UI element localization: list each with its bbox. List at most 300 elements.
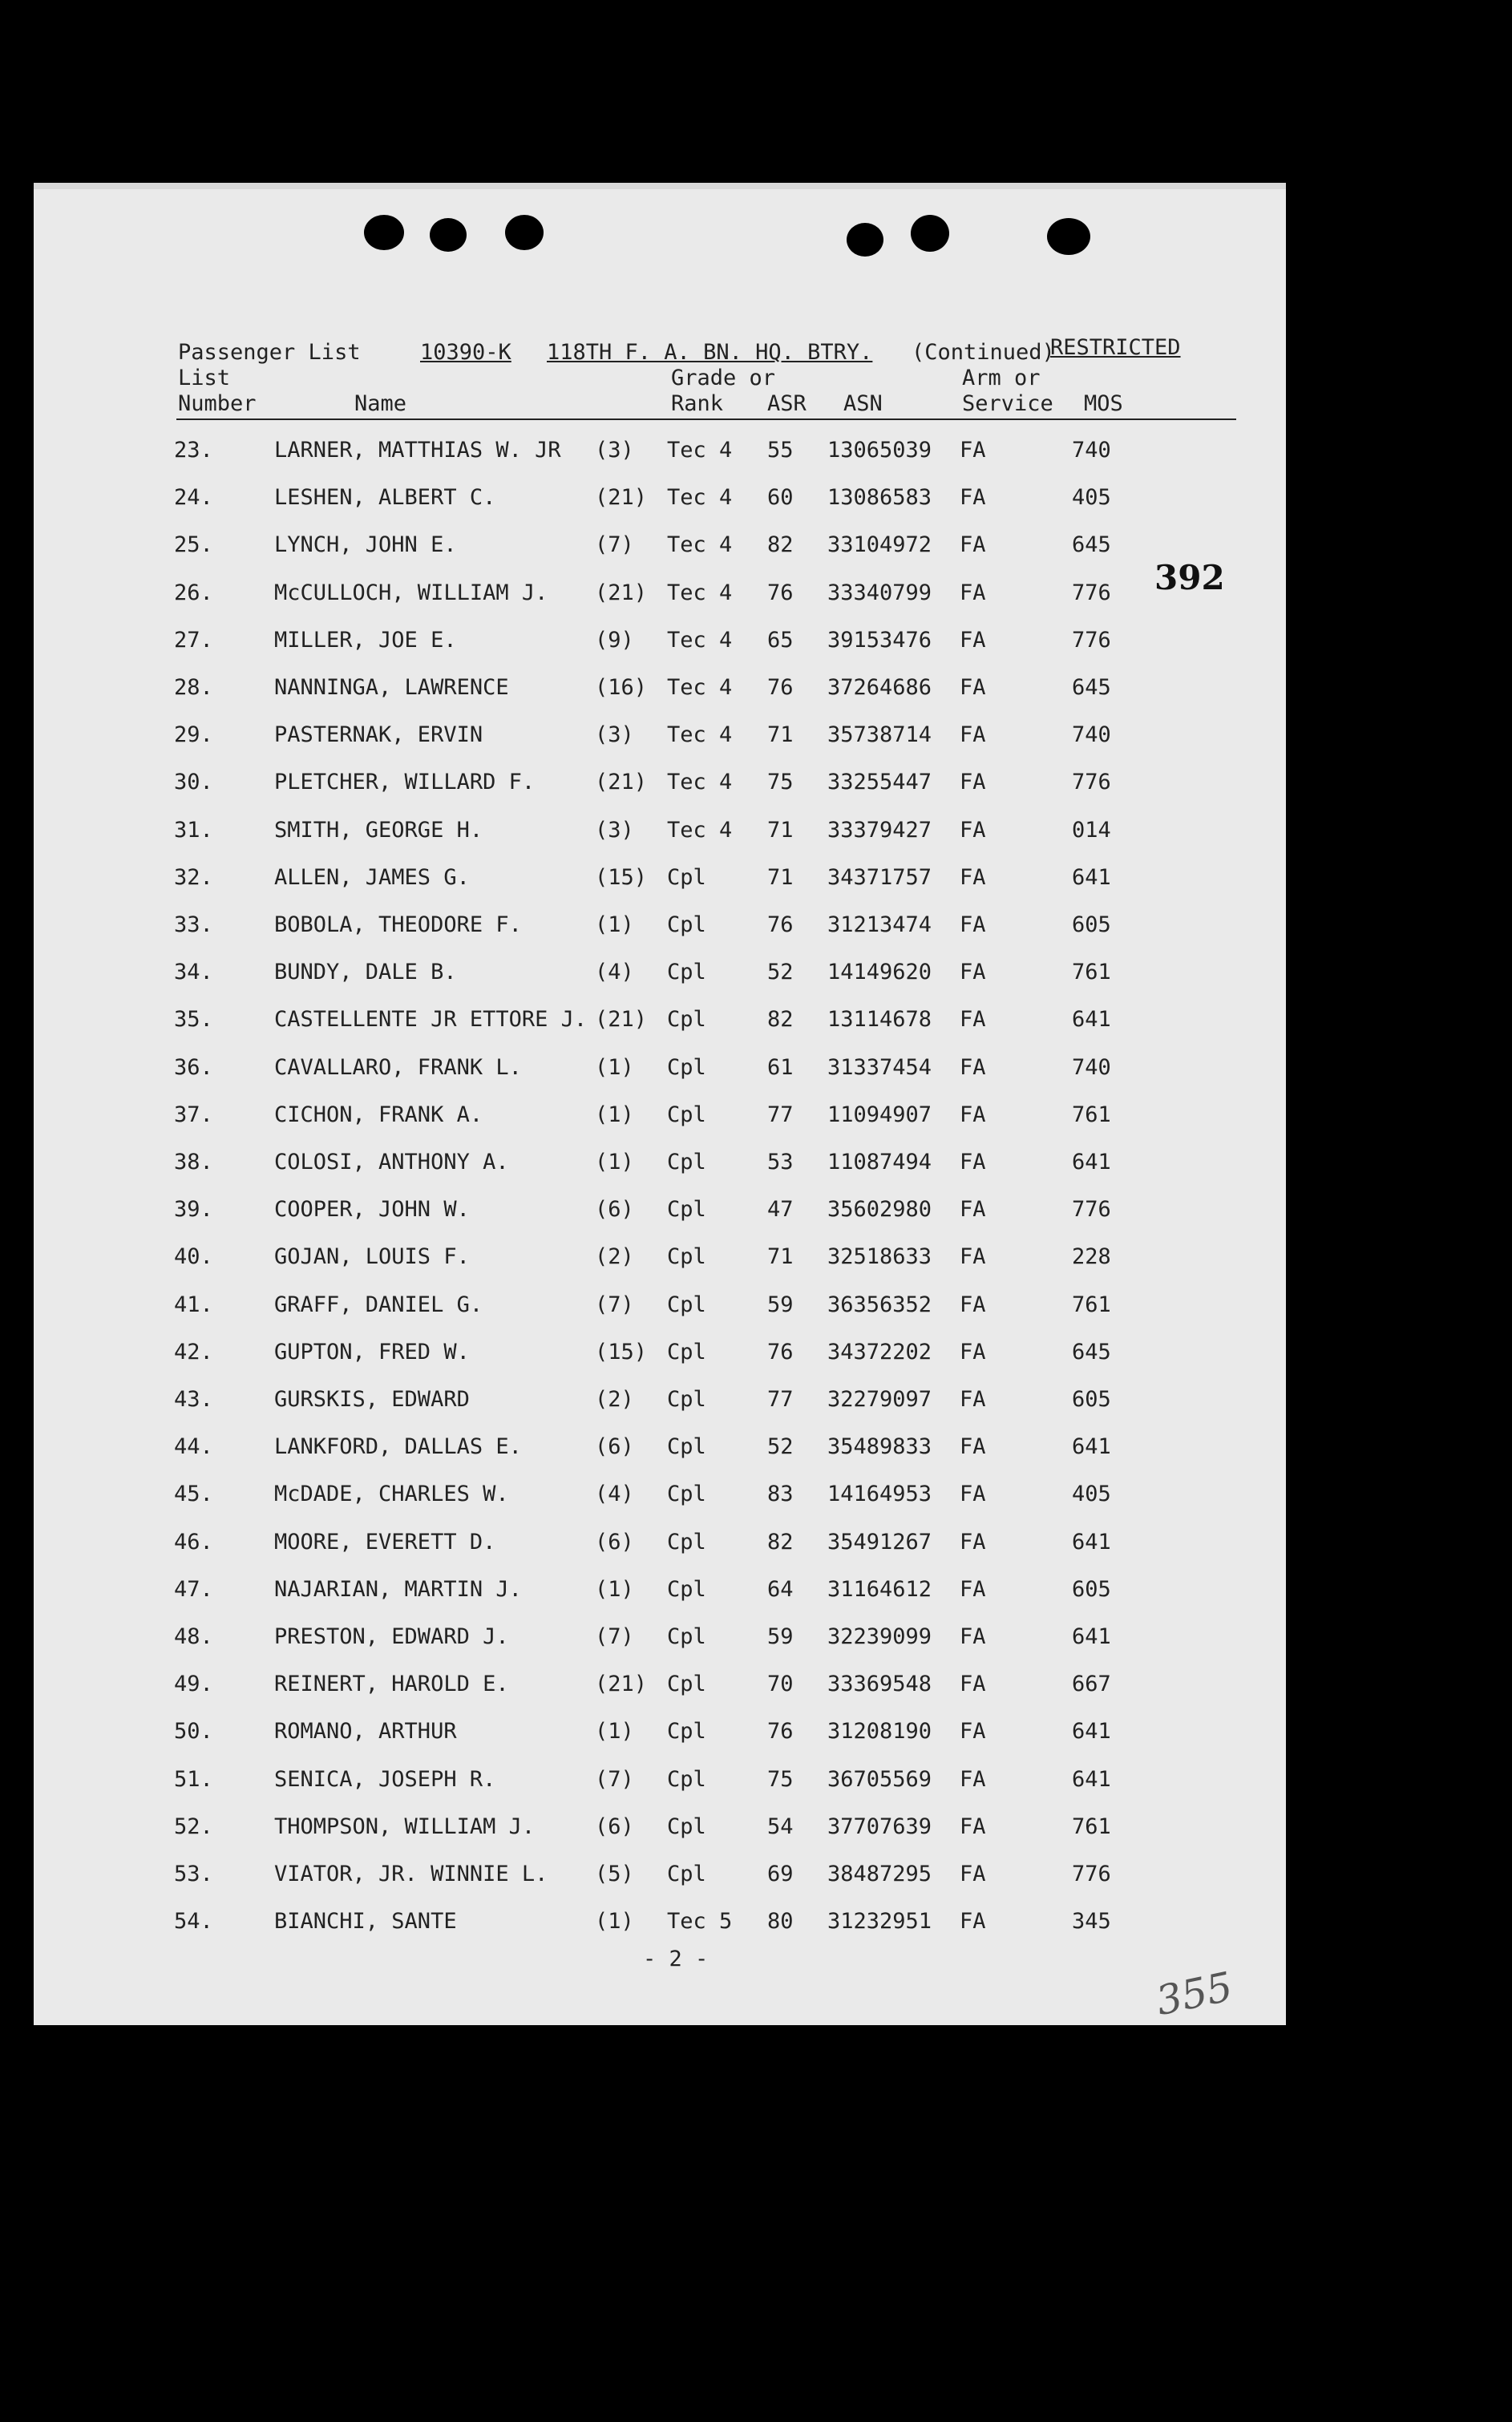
row-arm: FA [960, 1102, 986, 1127]
row-number: 49. [174, 1672, 213, 1697]
row-mos: 228 [1072, 1244, 1111, 1270]
row-code: (6) [595, 1813, 634, 1839]
row-asr: 70 [767, 1672, 794, 1697]
row-name: GOJAN, LOUIS F. [274, 1244, 470, 1270]
row-grade: Tec 4 [667, 485, 733, 511]
row-arm: FA [960, 1292, 986, 1317]
table-row [34, 912, 1286, 944]
row-name: ROMANO, ARTHUR [274, 1719, 457, 1745]
row-number: 30. [174, 770, 213, 795]
row-arm: FA [960, 1054, 986, 1080]
row-grade: Cpl [667, 1624, 706, 1649]
row-mos: 641 [1072, 1719, 1111, 1745]
row-arm: FA [960, 864, 986, 890]
row-mos: 761 [1072, 1292, 1111, 1317]
row-asn: 31232951 [827, 1909, 932, 1935]
row-code: (9) [595, 627, 634, 653]
row-asr: 80 [767, 1909, 794, 1935]
paper-top-edge [34, 183, 1286, 189]
row-grade: Cpl [667, 1007, 706, 1033]
row-grade: Cpl [667, 1672, 706, 1697]
row-asr: 71 [767, 722, 794, 748]
row-grade: Tec 4 [667, 675, 733, 700]
row-arm: FA [960, 1766, 986, 1792]
row-code: (6) [595, 1197, 634, 1223]
row-code: (21) [595, 1007, 648, 1033]
row-grade: Tec 5 [667, 1909, 733, 1935]
table-row [34, 1814, 1286, 1846]
row-number: 38. [174, 1150, 213, 1175]
row-number: 25. [174, 532, 213, 558]
punch-hole [847, 223, 883, 257]
row-number: 48. [174, 1624, 213, 1649]
row-asn: 36356352 [827, 1292, 932, 1317]
row-grade: Cpl [667, 1434, 706, 1460]
row-asn: 14149620 [827, 960, 932, 985]
row-arm: FA [960, 1813, 986, 1839]
row-arm: FA [960, 1197, 986, 1223]
col-grade-top: Grade or [671, 366, 776, 390]
row-mos: 761 [1072, 1813, 1111, 1839]
row-asn: 37707639 [827, 1813, 932, 1839]
row-asr: 52 [767, 1434, 794, 1460]
row-number: 32. [174, 864, 213, 890]
row-asr: 60 [767, 485, 794, 511]
table-row [34, 960, 1286, 992]
table-row [34, 1577, 1286, 1609]
row-arm: FA [960, 1909, 986, 1935]
row-mos: 405 [1072, 1482, 1111, 1507]
table-row [34, 1007, 1286, 1039]
row-asr: 54 [767, 1813, 794, 1839]
row-name: THOMPSON, WILLIAM J. [274, 1813, 536, 1839]
table-row [34, 1719, 1286, 1751]
row-name: McDADE, CHARLES W. [274, 1482, 509, 1507]
row-number: 54. [174, 1909, 213, 1935]
document-page [34, 183, 1286, 2025]
table-row [34, 1244, 1286, 1276]
row-code: (15) [595, 864, 648, 890]
row-asr: 82 [767, 532, 794, 558]
row-name: MILLER, JOE E. [274, 627, 457, 653]
row-grade: Cpl [667, 960, 706, 985]
row-asn: 31337454 [827, 1054, 932, 1080]
row-grade: Tec 4 [667, 580, 733, 605]
row-grade: Cpl [667, 1244, 706, 1270]
row-number: 45. [174, 1482, 213, 1507]
row-mos: 641 [1072, 1624, 1111, 1649]
row-name: CAVALLARO, FRANK L. [274, 1054, 522, 1080]
row-name: GUPTON, FRED W. [274, 1339, 470, 1365]
row-mos: 641 [1072, 1529, 1111, 1555]
row-asr: 76 [767, 912, 794, 937]
punch-hole [430, 218, 467, 252]
row-mos: 776 [1072, 1862, 1111, 1886]
row-asn: 13114678 [827, 1007, 932, 1033]
row-name: LYNCH, JOHN E. [274, 532, 457, 558]
row-arm: FA [960, 722, 986, 748]
row-arm: FA [960, 675, 986, 700]
table-row [34, 1387, 1286, 1419]
row-asn: 32279097 [827, 1387, 932, 1412]
row-code: (3) [595, 817, 634, 843]
row-mos: 605 [1072, 912, 1111, 937]
row-arm: FA [960, 912, 986, 937]
table-row [34, 1862, 1286, 1894]
row-asn: 33340799 [827, 580, 932, 605]
row-arm: FA [960, 1387, 986, 1412]
table-row [34, 580, 1286, 613]
col-list-top: List [178, 366, 231, 390]
row-code: (6) [595, 1529, 634, 1555]
table-row [34, 818, 1286, 850]
row-asr: 71 [767, 1244, 794, 1270]
row-mos: 740 [1072, 722, 1111, 748]
row-code: (7) [595, 532, 634, 558]
row-asr: 59 [767, 1624, 794, 1649]
row-code: (7) [595, 1766, 634, 1792]
table-row [34, 1102, 1286, 1134]
row-grade: Cpl [667, 1862, 706, 1886]
row-name: CICHON, FRANK A. [274, 1102, 483, 1127]
row-mos: 776 [1072, 627, 1111, 653]
col-asn: ASN [843, 391, 883, 416]
row-arm: FA [960, 438, 986, 463]
row-asr: 61 [767, 1054, 794, 1080]
row-asr: 82 [767, 1007, 794, 1033]
row-mos: 641 [1072, 1434, 1111, 1460]
table-row [34, 865, 1286, 897]
table-row [34, 628, 1286, 660]
table-row [34, 532, 1286, 564]
row-arm: FA [960, 580, 986, 605]
row-asn: 33369548 [827, 1672, 932, 1697]
row-name: McCULLOCH, WILLIAM J. [274, 580, 548, 605]
row-asn: 34371757 [827, 864, 932, 890]
row-mos: 776 [1072, 770, 1111, 795]
row-arm: FA [960, 770, 986, 795]
table-row [34, 770, 1286, 802]
row-number: 39. [174, 1197, 213, 1223]
row-mos: 761 [1072, 960, 1111, 985]
row-asr: 59 [767, 1292, 794, 1317]
row-mos: 641 [1072, 864, 1111, 890]
row-number: 41. [174, 1292, 213, 1317]
row-number: 53. [174, 1862, 213, 1886]
row-asr: 77 [767, 1387, 794, 1412]
row-number: 47. [174, 1576, 213, 1602]
row-grade: Tec 4 [667, 770, 733, 795]
row-grade: Cpl [667, 1197, 706, 1223]
row-code: (15) [595, 1339, 648, 1365]
stamp-number: 392 [1154, 558, 1225, 597]
row-arm: FA [960, 1482, 986, 1507]
row-grade: Cpl [667, 1102, 706, 1127]
row-number: 26. [174, 580, 213, 605]
row-grade: Cpl [667, 1813, 706, 1839]
row-code: (21) [595, 770, 648, 795]
row-number: 24. [174, 485, 213, 511]
row-asn: 33255447 [827, 770, 932, 795]
row-mos: 405 [1072, 485, 1111, 511]
row-asn: 36705569 [827, 1766, 932, 1792]
table-row [34, 485, 1286, 517]
row-asr: 75 [767, 1766, 794, 1792]
row-grade: Cpl [667, 1054, 706, 1080]
row-code: (21) [595, 580, 648, 605]
row-number: 51. [174, 1766, 213, 1792]
table-row [34, 1767, 1286, 1799]
row-name: NANNINGA, LAWRENCE [274, 675, 509, 700]
row-arm: FA [960, 1624, 986, 1649]
row-mos: 605 [1072, 1576, 1111, 1602]
row-arm: FA [960, 1529, 986, 1555]
table-row [34, 722, 1286, 754]
row-asn: 33379427 [827, 817, 932, 843]
table-row [34, 1292, 1286, 1324]
row-code: (1) [595, 1150, 634, 1175]
row-mos: 345 [1072, 1909, 1111, 1935]
table-row [34, 1624, 1286, 1656]
punch-hole [911, 215, 949, 252]
header-restricted: RESTRICTED [1050, 335, 1181, 360]
page-number: - 2 - [643, 1947, 709, 1971]
row-arm: FA [960, 1719, 986, 1745]
row-asn: 11094907 [827, 1102, 932, 1127]
row-mos: 761 [1072, 1102, 1111, 1127]
row-name: BOBOLA, THEODORE F. [274, 912, 522, 937]
row-asr: 69 [767, 1862, 794, 1886]
row-name: COOPER, JOHN W. [274, 1197, 470, 1223]
table-row [34, 1055, 1286, 1087]
row-code: (7) [595, 1624, 634, 1649]
row-name: LANKFORD, DALLAS E. [274, 1434, 522, 1460]
table-row [34, 1434, 1286, 1466]
row-asn: 13086583 [827, 485, 932, 511]
row-name: PASTERNAK, ERVIN [274, 722, 483, 748]
row-code: (1) [595, 1909, 634, 1935]
row-grade: Cpl [667, 1339, 706, 1365]
row-asr: 76 [767, 1719, 794, 1745]
row-arm: FA [960, 1576, 986, 1602]
row-mos: 740 [1072, 1054, 1111, 1080]
row-asn: 37264686 [827, 675, 932, 700]
row-grade: Cpl [667, 1150, 706, 1175]
header-continued: (Continued) [912, 340, 1055, 365]
row-name: ALLEN, JAMES G. [274, 864, 470, 890]
row-name: PLETCHER, WILLARD F. [274, 770, 536, 795]
row-mos: 740 [1072, 438, 1111, 463]
row-number: 36. [174, 1054, 213, 1080]
row-name: COLOSI, ANTHONY A. [274, 1150, 509, 1175]
row-mos: 645 [1072, 532, 1111, 558]
row-grade: Tec 4 [667, 722, 733, 748]
row-asr: 76 [767, 675, 794, 700]
row-asr: 76 [767, 580, 794, 605]
row-asn: 35738714 [827, 722, 932, 748]
row-name: GRAFF, DANIEL G. [274, 1292, 483, 1317]
col-arm-top: Arm or [962, 366, 1041, 390]
row-asn: 31213474 [827, 912, 932, 937]
row-arm: FA [960, 1434, 986, 1460]
row-code: (16) [595, 675, 648, 700]
row-grade: Cpl [667, 1719, 706, 1745]
row-asn: 38487295 [827, 1862, 932, 1886]
row-arm: FA [960, 1007, 986, 1033]
row-grade: Cpl [667, 1387, 706, 1412]
row-code: (4) [595, 960, 634, 985]
col-grade-bottom: Rank [671, 391, 724, 416]
row-asn: 33104972 [827, 532, 932, 558]
row-code: (2) [595, 1244, 634, 1270]
col-asr: ASR [767, 391, 807, 416]
row-grade: Tec 4 [667, 438, 733, 463]
row-arm: FA [960, 1150, 986, 1175]
row-mos: 776 [1072, 580, 1111, 605]
row-name: REINERT, HAROLD E. [274, 1672, 509, 1697]
row-asn: 31208190 [827, 1719, 932, 1745]
row-name: PRESTON, EDWARD J. [274, 1624, 509, 1649]
row-asn: 32239099 [827, 1624, 932, 1649]
row-mos: 605 [1072, 1387, 1111, 1412]
row-grade: Cpl [667, 1766, 706, 1792]
row-code: (1) [595, 1054, 634, 1080]
row-name: CASTELLENTE JR ETTORE J. [274, 1007, 588, 1033]
row-name: NAJARIAN, MARTIN J. [274, 1576, 522, 1602]
row-asr: 82 [767, 1529, 794, 1555]
row-asn: 13065039 [827, 438, 932, 463]
row-arm: FA [960, 1244, 986, 1270]
row-code: (7) [595, 1292, 634, 1317]
row-name: LESHEN, ALBERT C. [274, 485, 496, 511]
row-asr: 47 [767, 1197, 794, 1223]
col-arm-bottom: Service [962, 391, 1053, 416]
row-number: 46. [174, 1529, 213, 1555]
row-name: GURSKIS, EDWARD [274, 1387, 470, 1412]
header-unit: 118TH F. A. BN. HQ. BTRY. [547, 340, 873, 365]
row-arm: FA [960, 1339, 986, 1365]
row-asn: 11087494 [827, 1150, 932, 1175]
row-number: 33. [174, 912, 213, 937]
row-grade: Tec 4 [667, 627, 733, 653]
row-name: VIATOR, JR. WINNIE L. [274, 1862, 548, 1886]
row-asr: 55 [767, 438, 794, 463]
punch-hole [364, 215, 404, 250]
row-number: 52. [174, 1813, 213, 1839]
row-arm: FA [960, 627, 986, 653]
row-grade: Cpl [667, 864, 706, 890]
row-code: (21) [595, 1672, 648, 1697]
row-number: 31. [174, 817, 213, 843]
row-mos: 667 [1072, 1672, 1111, 1697]
row-arm: FA [960, 1672, 986, 1697]
row-name: BIANCHI, SANTE [274, 1909, 457, 1935]
row-number: 23. [174, 438, 213, 463]
row-code: (2) [595, 1387, 634, 1412]
table-row [34, 1150, 1286, 1182]
row-asr: 53 [767, 1150, 794, 1175]
row-number: 42. [174, 1339, 213, 1365]
row-arm: FA [960, 532, 986, 558]
row-number: 34. [174, 960, 213, 985]
table-row [34, 1340, 1286, 1372]
header-rule [176, 418, 1236, 420]
row-asn: 39153476 [827, 627, 932, 653]
row-mos: 641 [1072, 1007, 1111, 1033]
row-number: 40. [174, 1244, 213, 1270]
row-code: (4) [595, 1482, 634, 1507]
row-code: (6) [595, 1434, 634, 1460]
row-mos: 645 [1072, 1339, 1111, 1365]
table-row [34, 1197, 1286, 1229]
row-asr: 71 [767, 817, 794, 843]
row-number: 50. [174, 1719, 213, 1745]
punch-hole [1047, 218, 1090, 255]
handwritten-note: 355 [1152, 1963, 1237, 2025]
row-asr: 71 [767, 864, 794, 890]
table-row [34, 1530, 1286, 1562]
row-asr: 76 [767, 1339, 794, 1365]
row-arm: FA [960, 1862, 986, 1886]
row-number: 27. [174, 627, 213, 653]
row-name: SMITH, GEORGE H. [274, 817, 483, 843]
row-number: 44. [174, 1434, 213, 1460]
row-asr: 52 [767, 960, 794, 985]
table-row [34, 438, 1286, 470]
row-asn: 35602980 [827, 1197, 932, 1223]
punch-hole [505, 215, 544, 250]
row-asr: 75 [767, 770, 794, 795]
row-grade: Tec 4 [667, 817, 733, 843]
row-asn: 34372202 [827, 1339, 932, 1365]
row-mos: 776 [1072, 1197, 1111, 1223]
row-grade: Cpl [667, 912, 706, 937]
row-grade: Tec 4 [667, 532, 733, 558]
row-arm: FA [960, 485, 986, 511]
row-code: (1) [595, 1576, 634, 1602]
row-number: 35. [174, 1007, 213, 1033]
row-number: 29. [174, 722, 213, 748]
row-code: (3) [595, 722, 634, 748]
table-row [34, 1482, 1286, 1514]
row-code: (21) [595, 485, 648, 511]
row-name: BUNDY, DALE B. [274, 960, 457, 985]
row-asr: 77 [767, 1102, 794, 1127]
row-number: 28. [174, 675, 213, 700]
table-row [34, 675, 1286, 707]
row-grade: Cpl [667, 1292, 706, 1317]
table-row [34, 1909, 1286, 1941]
row-mos: 641 [1072, 1150, 1111, 1175]
row-asn: 32518633 [827, 1244, 932, 1270]
col-name: Name [354, 391, 407, 416]
row-code: (5) [595, 1862, 634, 1886]
table-row [34, 1672, 1286, 1704]
row-number: 37. [174, 1102, 213, 1127]
row-asr: 83 [767, 1482, 794, 1507]
row-mos: 645 [1072, 675, 1111, 700]
row-arm: FA [960, 817, 986, 843]
row-number: 43. [174, 1387, 213, 1412]
row-grade: Cpl [667, 1482, 706, 1507]
row-grade: Cpl [667, 1529, 706, 1555]
col-list-bottom: Number [178, 391, 257, 416]
row-asr: 65 [767, 627, 794, 653]
row-asn: 14164953 [827, 1482, 932, 1507]
row-name: LARNER, MATTHIAS W. JR [274, 438, 561, 463]
row-mos: 014 [1072, 817, 1111, 843]
row-asn: 35491267 [827, 1529, 932, 1555]
